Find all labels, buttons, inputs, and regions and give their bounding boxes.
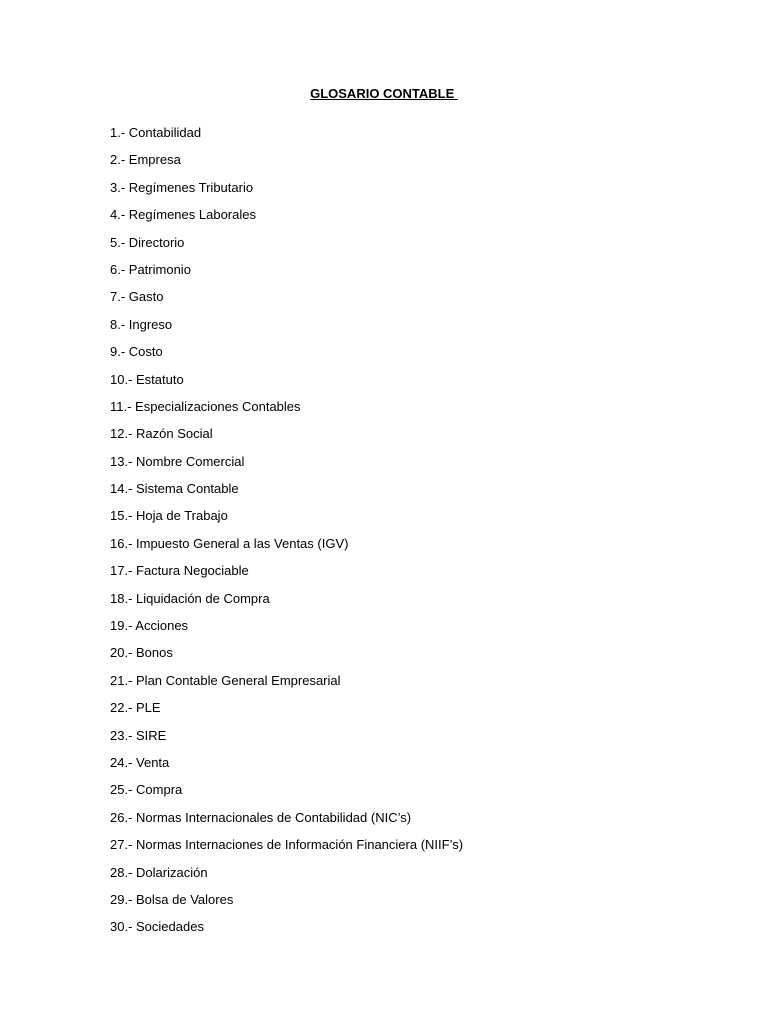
list-item: 12.- Razón Social <box>110 426 213 442</box>
list-item: 19.- Acciones <box>110 618 189 634</box>
list-item: 1.- Contabilidad <box>110 125 202 140</box>
list-item: 8.- Ingreso <box>110 316 173 332</box>
list-item: 3.- Regímenes Tributario <box>110 179 254 195</box>
list-item: 23.- SIRE <box>110 727 167 743</box>
list-item: 2.- Empresa <box>110 152 181 168</box>
list-item: 28.- Dolarización <box>110 864 208 880</box>
list-item: 6.- Patrimonio <box>110 261 191 277</box>
list-item: 15.- Hoja de Trabajo <box>110 508 228 524</box>
list-item: 13.- Nombre Comercial <box>110 453 245 469</box>
list-item: 9.- Costo <box>110 344 163 360</box>
list-item: 18.- Liquidación de Compra <box>110 590 270 606</box>
list-item: 20.- Bonos <box>110 645 173 661</box>
glossary-list <box>110 124 463 946</box>
list-item: 21.- Plan Contable General Empresarial <box>110 672 341 688</box>
list-item: 14.- Sistema Contable <box>110 481 239 497</box>
list-item: 25.- Compra <box>110 782 183 798</box>
list-item: 5.- Directorio <box>110 234 185 250</box>
list-item: 27.- Normas Internaciones de Información Financiera (NIIF’s) <box>110 837 464 853</box>
document-title: GLOSARIO CONTABLE <box>310 86 458 101</box>
list-item: 7.- Gasto <box>110 289 164 305</box>
list-item: 29.- Bolsa de Valores <box>110 891 234 907</box>
list-item: 17.- Factura Negociable <box>110 563 249 579</box>
list-item: 4.- Regímenes Laborales <box>110 207 256 223</box>
list-item: 24.- Venta <box>110 754 170 770</box>
list-item: 11.- Especializaciones Contables <box>110 398 301 414</box>
list-item: 22.- PLE <box>110 700 161 716</box>
list-item: 10.- Estatuto <box>110 371 184 387</box>
list-item: 26.- Normas Internacionales de Contabilidad (NIC’s) <box>110 809 412 825</box>
list-item: 16.- Impuesto General a las Ventas (IGV) <box>110 535 349 551</box>
list-item: 30.- Sociedades <box>110 919 204 935</box>
